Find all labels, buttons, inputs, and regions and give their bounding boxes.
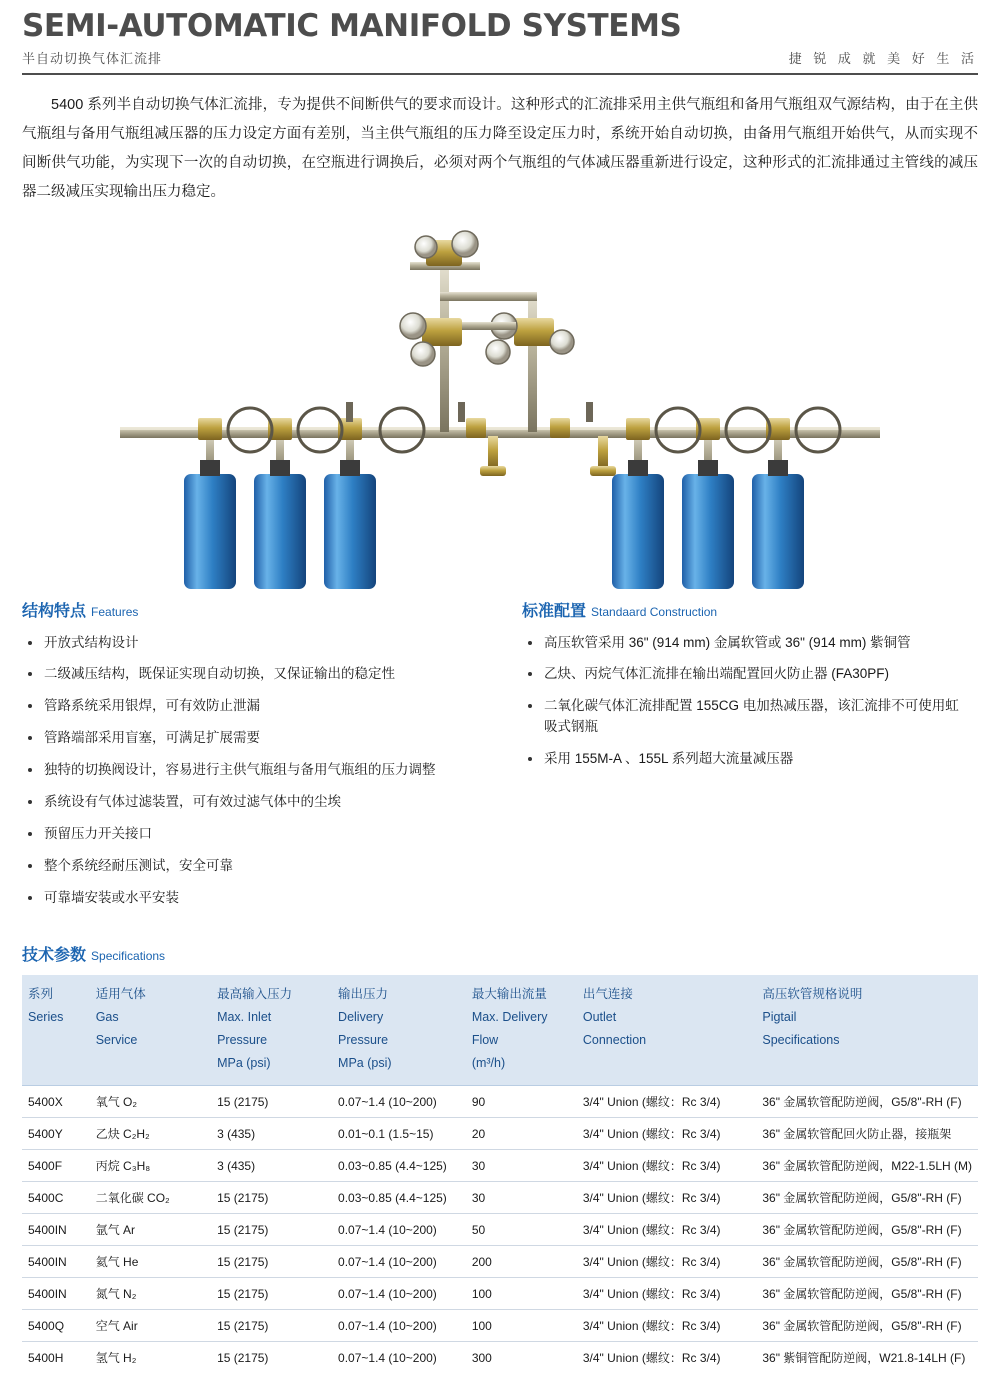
cell-outlet: 3/4" Union (螺纹：Rc 3/4) bbox=[577, 1214, 757, 1246]
col-en1: Max. Delivery bbox=[471, 1009, 548, 1024]
cell-series: 5400IN bbox=[22, 1278, 90, 1310]
cell-delivery: 0.07~1.4 (10~200) bbox=[332, 1214, 466, 1246]
cell-outlet: 3/4" Union (螺纹：Rc 3/4) bbox=[577, 1278, 757, 1310]
col-en2: Service bbox=[95, 1033, 138, 1048]
header-divider bbox=[22, 73, 978, 75]
features-heading-en: Features bbox=[91, 604, 139, 619]
cell-series: 5400Y bbox=[22, 1118, 90, 1150]
manifold-illustration-svg bbox=[110, 222, 890, 592]
column-header-outlet-connection bbox=[577, 975, 757, 1086]
cell-delivery: 0.07~1.4 (10~200) bbox=[332, 1310, 466, 1342]
col-cn: 出气连接 bbox=[582, 986, 633, 1001]
list-item: 管路系统采用银焊，可有效防止泄漏 bbox=[22, 696, 522, 717]
cell-delivery: 0.01~0.1 (1.5~15) bbox=[332, 1118, 466, 1150]
cell-series: 5400X bbox=[22, 1086, 90, 1118]
col-en1: Pigtail bbox=[762, 1009, 797, 1024]
specifications-heading-en: Specifications bbox=[91, 948, 166, 963]
page-subtitle: 半自动切换气体汇流排 bbox=[22, 51, 163, 66]
cell-flow: 50 bbox=[466, 1214, 577, 1246]
manifold-diagram bbox=[22, 222, 978, 592]
column-header-delivery-pressure bbox=[332, 975, 466, 1086]
construction-column bbox=[522, 598, 962, 920]
construction-heading bbox=[522, 598, 962, 621]
features-construction-columns bbox=[22, 598, 978, 920]
col-en2: Pressure bbox=[338, 1033, 389, 1048]
specifications-heading-cn: 技术参数 bbox=[22, 946, 87, 964]
cell-pigtail: 36" 金属软管配防逆阀，G5/8"-RH (F) bbox=[756, 1278, 978, 1310]
construction-heading-en: Standaard Construction bbox=[591, 604, 718, 619]
col-en1: Gas bbox=[95, 1009, 119, 1024]
cell-flow: 100 bbox=[466, 1278, 577, 1310]
specifications-heading bbox=[22, 942, 978, 965]
cell-inlet: 15 (2175) bbox=[211, 1278, 332, 1310]
cell-series: 5400F bbox=[22, 1150, 90, 1182]
table-row bbox=[22, 1310, 978, 1342]
cell-inlet: 15 (2175) bbox=[211, 1310, 332, 1342]
list-item: 高压软管采用 36" (914 mm) 金属软管或 36" (914 mm) 紫铜管 bbox=[522, 633, 962, 654]
cell-series: 5400H bbox=[28, 1350, 64, 1365]
col-en2: Pressure bbox=[217, 1033, 268, 1048]
cell-pigtail: 36" 紫铜管配防逆阀，W21.8-14LH (F) bbox=[762, 1351, 966, 1366]
col-cn: 适用气体 bbox=[95, 986, 146, 1001]
cell-pigtail: 36" 金属软管配防逆阀，G5/8"-RH (F) bbox=[756, 1182, 978, 1214]
col-en2: Flow bbox=[471, 1033, 499, 1048]
list-item: 乙炔、丙烷气体汇流排在输出端配置回火防止器 (FA30PF) bbox=[522, 664, 962, 685]
cell-inlet: 15 (2175) bbox=[211, 1086, 332, 1118]
table-row bbox=[22, 1182, 978, 1214]
cell-inlet: 15 (2175) bbox=[211, 1246, 332, 1278]
cell-series: 5400Q bbox=[22, 1310, 90, 1342]
col-en3: MPa (psi) bbox=[338, 1056, 392, 1071]
list-item: 管路端部采用盲塞，可满足扩展需要 bbox=[22, 728, 522, 749]
cell-pigtail: 36" 金属软管配防逆阀，M22-1.5LH (M) bbox=[756, 1150, 978, 1182]
cell-outlet: 3/4" Union (螺纹：Rc 3/4) bbox=[577, 1310, 757, 1342]
table-row bbox=[22, 1342, 978, 1373]
list-item: 预留压力开关接口 bbox=[22, 824, 522, 845]
list-item: 二氧化碳气体汇流排配置 155CG 电加热减压器，该汇流排不可使用虹吸式钢瓶 bbox=[522, 696, 962, 738]
col-en2: Specifications bbox=[762, 1033, 840, 1048]
col-cn: 最高输入压力 bbox=[217, 986, 293, 1001]
cell-outlet: 3/4" Union (螺纹：Rc 3/4) bbox=[577, 1118, 757, 1150]
cell-delivery: 0.07~1.4 (10~200) bbox=[332, 1278, 466, 1310]
cell-delivery: 0.07~1.4 (10~200) bbox=[332, 1086, 466, 1118]
col-en3: MPa (psi) bbox=[217, 1056, 271, 1071]
list-item: 整个系统经耐压测试，安全可靠 bbox=[22, 856, 522, 877]
table-header bbox=[22, 975, 978, 1086]
col-en2: Connection bbox=[582, 1033, 647, 1048]
column-header-max-delivery-flow bbox=[466, 975, 577, 1086]
cell-inlet: 3 (435) bbox=[211, 1118, 332, 1150]
cell-gas: 氧气 O₂ bbox=[90, 1086, 211, 1118]
col-cn: 输出压力 bbox=[338, 986, 389, 1001]
col-cn: 最大输出流量 bbox=[471, 986, 547, 1001]
col-en1: Outlet bbox=[582, 1009, 617, 1024]
cell-flow: 200 bbox=[466, 1246, 577, 1278]
cell-pigtail: 36" 金属软管配防逆阀，G5/8"-RH (F) bbox=[756, 1246, 978, 1278]
cell-inlet: 3 (435) bbox=[211, 1150, 332, 1182]
cell-inlet: 15 (2175) bbox=[217, 1350, 269, 1365]
cell-series: 5400C bbox=[22, 1182, 90, 1214]
cell-inlet: 15 (2175) bbox=[211, 1214, 332, 1246]
cell-outlet: 3/4" Union (螺纹：Rc 3/4) bbox=[577, 1182, 757, 1214]
features-column bbox=[22, 598, 522, 920]
table-row bbox=[22, 1118, 978, 1150]
cell-gas: 乙炔 C₂H₂ bbox=[90, 1118, 211, 1150]
table-row bbox=[22, 1150, 978, 1182]
col-cn: 高压软管规格说明 bbox=[762, 986, 863, 1001]
cell-flow: 300 bbox=[471, 1350, 492, 1365]
construction-heading-cn: 标准配置 bbox=[522, 602, 587, 620]
cell-pigtail: 36" 金属软管配防逆阀，G5/8"-RH (F) bbox=[756, 1214, 978, 1246]
table-header-row bbox=[22, 975, 978, 1086]
intro-paragraph: 5400 系列半自动切换气体汇流排，专为提供不间断供气的要求而设计。这种形式的汇流排采用主供气瓶组和备用气瓶组双气源结构，由于在主供气瓶组与备用气瓶组减压器的压力设定方面有差别，当主供气瓶组的压力降至设定压力时，系统开始自动切换，由备用气瓶组开始供气，从而实现不间断供气功能，为实现下一次的自动切换，在空瓶进行调换后，必须对两个气瓶组的气体减压器重新进行设定，这种形式的汇流排通过主管线的减压器二级减压实现输出压力稳定。 bbox=[22, 97, 978, 200]
cell-flow: 20 bbox=[466, 1118, 577, 1150]
cell-series: 5400IN bbox=[22, 1214, 90, 1246]
col-cn: 系列 bbox=[28, 986, 54, 1001]
cell-series: 5400IN bbox=[22, 1246, 90, 1278]
features-heading-cn: 结构特点 bbox=[22, 602, 87, 620]
col-en3: (m³/h) bbox=[471, 1056, 506, 1071]
table-row bbox=[22, 1214, 978, 1246]
list-item: 可靠墙安装或水平安装 bbox=[22, 888, 522, 909]
cell-flow: 30 bbox=[466, 1182, 577, 1214]
col-en1: Delivery bbox=[338, 1009, 384, 1024]
cell-gas: 空气 Air bbox=[90, 1310, 211, 1342]
table-row bbox=[22, 1246, 978, 1278]
cell-flow: 90 bbox=[466, 1086, 577, 1118]
cell-outlet: 3/4" Union (螺纹：Rc 3/4) bbox=[577, 1150, 757, 1182]
cell-pigtail: 36" 金属软管配防逆阀，G5/8"-RH (F) bbox=[756, 1086, 978, 1118]
cell-inlet: 15 (2175) bbox=[211, 1182, 332, 1214]
cell-outlet: 3/4" Union (螺纹：Rc 3/4) bbox=[582, 1351, 721, 1366]
cell-pigtail: 36" 金属软管配回火防止器，接瓶架 bbox=[756, 1118, 978, 1150]
list-item: 二级减压结构，既保证实现自动切换，又保证输出的稳定性 bbox=[22, 664, 522, 685]
table-row bbox=[22, 1086, 978, 1118]
cell-flow: 30 bbox=[466, 1150, 577, 1182]
cell-gas: 氢气 H₂ bbox=[95, 1351, 137, 1366]
cell-outlet: 3/4" Union (螺纹：Rc 3/4) bbox=[577, 1246, 757, 1278]
column-header-pigtail-specifications bbox=[756, 975, 978, 1086]
cell-pigtail: 36" 金属软管配防逆阀，G5/8"-RH (F) bbox=[756, 1310, 978, 1342]
cell-outlet: 3/4" Union (螺纹：Rc 3/4) bbox=[577, 1086, 757, 1118]
cell-gas: 二氧化碳 CO₂ bbox=[90, 1182, 211, 1214]
cell-gas: 氩气 Ar bbox=[90, 1214, 211, 1246]
column-header-gas-service bbox=[90, 975, 211, 1086]
cell-gas: 丙烷 C₃H₈ bbox=[90, 1150, 211, 1182]
construction-list bbox=[522, 633, 962, 771]
cell-gas: 氮气 N₂ bbox=[90, 1278, 211, 1310]
col-en1: Max. Inlet bbox=[217, 1009, 272, 1024]
list-item: 开放式结构设计 bbox=[22, 633, 522, 654]
table-row bbox=[22, 1278, 978, 1310]
list-item: 独特的切换阀设计，容易进行主供气瓶组与备用气瓶组的压力调整 bbox=[22, 760, 522, 781]
column-header-series bbox=[22, 975, 90, 1086]
features-heading bbox=[22, 598, 522, 621]
column-header-max-inlet-pressure bbox=[211, 975, 332, 1086]
header-subtitle-row bbox=[22, 48, 978, 73]
table-body bbox=[22, 1086, 978, 1373]
cell-gas: 氦气 He bbox=[90, 1246, 211, 1278]
page-title: SEMI-AUTOMATIC MANIFOLD SYSTEMS bbox=[22, 8, 682, 44]
features-list bbox=[22, 633, 522, 909]
list-item: 采用 155M-A 、155L 系列超大流量减压器 bbox=[522, 749, 962, 770]
col-en1: Series bbox=[28, 1009, 64, 1024]
cell-flow: 100 bbox=[466, 1310, 577, 1342]
cell-delivery: 0.03~0.85 (4.4~125) bbox=[332, 1150, 466, 1182]
brand-slogan: 捷 锐 成 就 美 好 生 活 bbox=[788, 51, 978, 66]
page-header bbox=[22, 0, 978, 75]
cell-delivery: 0.03~0.85 (4.4~125) bbox=[332, 1182, 466, 1214]
list-item: 系统设有气体过滤装置，可有效过滤气体中的尘埃 bbox=[22, 792, 522, 813]
specifications-table bbox=[22, 975, 978, 1373]
cell-delivery: 0.07~1.4 (10~200) bbox=[332, 1246, 466, 1278]
cell-delivery: 0.07~1.4 (10~200) bbox=[338, 1350, 437, 1365]
